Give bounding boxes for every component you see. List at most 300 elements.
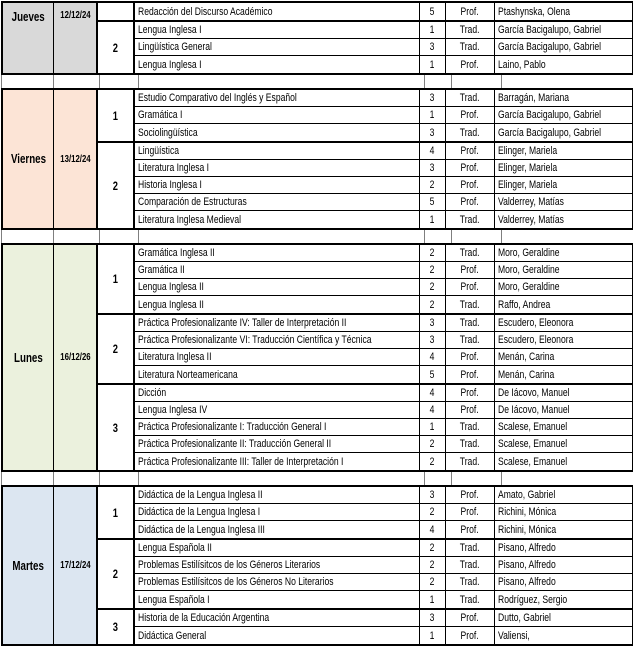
type-text: Trad. [460,126,480,139]
schedule-row [135,3,633,20]
cell-type[interactable] [446,194,495,210]
year-text: 3 [430,126,435,139]
cell-teacher[interactable] [495,610,633,626]
teacher-text: Rodríguez, Sergio [498,593,568,606]
group-number: 2 [112,342,119,356]
cell-year[interactable] [420,279,446,295]
grid-cell [452,230,502,243]
cell-type[interactable] [446,419,495,435]
type-text: Prof. [460,404,480,416]
year-text: 3 [430,317,435,329]
subject-text: Literatura Inglesa II [138,351,212,363]
teacher-text: Dutto, Gabriel [498,612,551,624]
teacher-text: García Bacigalupo, Gabriel [498,126,602,139]
subject-text: Lengua Española II [138,542,212,554]
teacher-text: Amato, Gabriel [498,489,556,501]
cell-teacher[interactable] [495,124,633,141]
date-cell[interactable] [54,487,98,644]
cell-type[interactable] [446,591,495,608]
cell-type[interactable] [446,296,495,313]
cell-type[interactable] [446,436,495,452]
grid-cell [139,230,425,243]
day-cell[interactable] [3,3,54,73]
cell-subject[interactable] [135,349,420,365]
cell-type[interactable] [446,56,495,73]
schedule-row [135,211,633,228]
date-cell[interactable] [54,90,98,228]
cell-teacher[interactable] [495,627,633,644]
group-section [98,143,633,228]
day-cell[interactable] [3,487,54,644]
teacher-text: Pisano, Alfredo [498,542,556,554]
schedule-row [135,366,633,383]
cell-type[interactable] [446,487,495,503]
type-text: Prof. [460,264,480,276]
date-cell[interactable] [54,3,98,73]
teacher-text: Moro, Geraldine [498,247,560,259]
cell-year[interactable] [420,453,446,470]
type-text: Trad. [460,542,480,554]
cell-year[interactable] [420,627,446,644]
group-number-cell[interactable] [98,540,135,608]
date-cell[interactable] [54,245,98,470]
cell-teacher[interactable] [495,245,633,261]
cell-teacher[interactable] [495,574,633,590]
teacher-text: Laino, Pablo [498,58,546,71]
cell-year[interactable] [420,211,446,228]
cell-year[interactable] [420,521,446,538]
year-text: 5 [430,5,435,18]
cell-type[interactable] [446,574,495,590]
subject-text: Didáctica General [138,629,207,642]
cell-year[interactable] [420,366,446,383]
cell-type[interactable] [446,504,495,520]
year-text: 1 [430,58,435,71]
year-text: 4 [430,523,435,536]
type-text: Trad. [460,41,480,53]
subject-text: Lengua Inglesa II [138,281,204,293]
teacher-text: Elinger, Mariela [498,145,558,157]
cell-type[interactable] [446,39,495,55]
teacher-text: Elinger, Mariela [498,179,558,191]
grid-cell [54,230,100,243]
separator-row [1,230,633,243]
grid-cell [502,75,633,88]
schedule-row [135,591,633,608]
cell-teacher[interactable] [495,540,633,556]
cell-teacher[interactable] [495,366,633,383]
schedule-row [135,262,633,279]
year-text: 2 [430,576,435,588]
cell-teacher[interactable] [495,419,633,435]
schedule-row [135,296,633,313]
schedule-row [135,160,633,177]
cell-teacher[interactable] [495,521,633,538]
cell-year[interactable] [420,22,446,38]
cell-teacher[interactable] [495,177,633,193]
group-rows [135,143,633,228]
year-text: 3 [430,41,435,53]
cell-year[interactable] [420,385,446,401]
cell-teacher[interactable] [495,504,633,520]
cell-teacher[interactable] [495,349,633,365]
group-rows [135,3,633,20]
subject-text: Lingüística General [138,41,212,53]
group-section [98,385,633,470]
subject-text: Comparación de Estructuras [138,196,247,208]
cell-teacher[interactable] [495,143,633,159]
teacher-text: Valiensi, [498,629,530,642]
year-text: 2 [430,542,435,554]
cell-year[interactable] [420,177,446,193]
subject-text: Didáctica de la Lengua Inglesa III [138,523,265,536]
cell-type[interactable] [446,22,495,38]
cell-type[interactable] [446,540,495,556]
cell-teacher[interactable] [495,39,633,55]
cell-year[interactable] [420,160,446,176]
year-text: 2 [430,281,435,293]
cell-teacher[interactable] [495,332,633,348]
groups-column [98,90,633,228]
teacher-text: Elinger, Mariela [498,162,558,174]
group-rows [135,540,633,608]
cell-type[interactable] [446,349,495,365]
year-text: 2 [430,455,435,468]
cell-teacher[interactable] [495,56,633,73]
teacher-text: Moro, Geraldine [498,281,560,293]
subject-text: Lengua Inglesa II [138,298,204,311]
subject-text: Literatura Inglesa Medieval [138,213,242,226]
group-number-cell[interactable] [98,90,135,141]
year-text: 4 [430,387,435,399]
cell-teacher[interactable] [495,262,633,278]
type-text: Trad. [460,593,480,606]
separator-row [1,75,633,88]
group-rows [135,245,633,313]
subject-text: Historia Inglesa I [138,179,202,191]
cell-subject[interactable] [135,22,420,38]
cell-teacher[interactable] [495,402,633,418]
cell-subject[interactable] [135,245,420,261]
teacher-text: García Bacigalupo, Gabriel [498,41,602,53]
year-text: 4 [430,145,435,157]
cell-year[interactable] [420,143,446,159]
grid-cell [2,472,54,485]
subject-text: Lengua Española I [138,593,210,606]
grid-cell [54,472,100,485]
cell-year[interactable] [420,574,446,590]
year-text: 2 [430,264,435,276]
teacher-text: Escudero, Eleonora [498,317,574,329]
schedule-row [135,194,633,211]
type-text: Prof. [460,145,480,157]
day-block-viernes [1,88,633,230]
cell-type[interactable] [446,245,495,261]
cell-subject[interactable] [135,487,420,503]
day-cell[interactable] [3,245,54,470]
type-text: Trad. [460,421,480,433]
cell-type[interactable] [446,385,495,401]
cell-teacher[interactable] [495,296,633,313]
schedule-row [135,39,633,56]
cell-subject[interactable] [135,402,420,418]
year-text: 1 [430,593,435,606]
cell-year[interactable] [420,487,446,503]
subject-text: Lengua Inglesa I [138,24,202,36]
teacher-text: Scalese, Emanuel [498,438,568,450]
cell-year[interactable] [420,540,446,556]
cell-subject[interactable] [135,262,420,278]
cell-subject[interactable] [135,279,420,295]
group-number-cell[interactable] [98,245,135,313]
cell-year[interactable] [420,610,446,626]
type-text: Prof. [460,162,480,174]
cell-subject[interactable] [135,39,420,55]
cell-teacher[interactable] [495,194,633,210]
cell-subject[interactable] [135,332,420,348]
subject-text: Didáctica de la Lengua Inglesa II [138,489,263,501]
cell-subject[interactable] [135,385,420,401]
year-text: 2 [430,179,435,191]
cell-year[interactable] [420,262,446,278]
cell-teacher[interactable] [495,315,633,331]
grid-cell [54,75,100,88]
year-text: 2 [430,506,435,518]
subject-text: Lingüística [138,145,180,157]
cell-teacher[interactable] [495,453,633,470]
teacher-text: Moro, Geraldine [498,264,560,276]
cell-type[interactable] [446,557,495,573]
schedule-row [135,56,633,73]
cell-type[interactable] [446,453,495,470]
day-cell[interactable] [3,90,54,228]
teacher-text: García Bacigalupo, Gabriel [498,109,602,121]
cell-subject[interactable] [135,211,420,228]
group-section [98,3,633,22]
schedule-row [135,574,633,591]
type-text: Prof. [460,351,480,363]
cell-type[interactable] [446,177,495,193]
cell-type[interactable] [446,160,495,176]
cell-year[interactable] [420,245,446,261]
cell-subject[interactable] [135,56,420,73]
cell-year[interactable] [420,194,446,210]
cell-teacher[interactable] [495,557,633,573]
teacher-text: Scalese, Emanuel [498,455,568,468]
type-text: Prof. [460,5,480,18]
cell-type[interactable] [446,107,495,123]
teacher-text: Escudero, Eleonora [498,334,574,346]
cell-type[interactable] [446,610,495,626]
cell-subject[interactable] [135,610,420,626]
cell-type[interactable] [446,332,495,348]
cell-year[interactable] [420,90,446,106]
type-text: Trad. [460,438,480,450]
cell-subject[interactable] [135,521,420,538]
cell-teacher[interactable] [495,3,633,20]
cell-year[interactable] [420,124,446,141]
subject-text: Práctica Profesionalizante IV: Taller de Interpretación II [138,317,347,329]
subject-text: Redacción del Discurso Académico [138,5,273,18]
cell-type[interactable] [446,627,495,644]
cell-teacher[interactable] [495,211,633,228]
grid-cell [2,75,54,88]
cell-year[interactable] [420,56,446,73]
date-label: 12/12/24 [59,10,91,21]
cell-type[interactable] [446,315,495,331]
cell-type[interactable] [446,143,495,159]
grid-cell [425,75,452,88]
grid-cell [502,230,633,243]
cell-subject[interactable] [135,107,420,123]
cell-year[interactable] [420,402,446,418]
group-number-cell[interactable] [98,22,135,73]
teacher-text: Pisano, Alfredo [498,559,556,571]
cell-subject[interactable] [135,194,420,210]
cell-teacher[interactable] [495,279,633,295]
cell-teacher[interactable] [495,107,633,123]
teacher-text: Ptashynska, Olena [498,5,571,18]
cell-type[interactable] [446,262,495,278]
groups-column [98,487,633,644]
schedule-row [135,521,633,538]
grid-cell [100,230,139,243]
schedule-row [135,332,633,349]
cell-year[interactable] [420,419,446,435]
type-text: Trad. [460,455,480,468]
cell-subject[interactable] [135,177,420,193]
cell-type[interactable] [446,211,495,228]
schedule-row [135,22,633,39]
cell-subject[interactable] [135,90,420,106]
cell-year[interactable] [420,315,446,331]
teacher-text: Barragán, Mariana [498,92,570,104]
cell-type[interactable] [446,90,495,106]
cell-year[interactable] [420,296,446,313]
year-text: 1 [430,421,435,433]
group-number-cell[interactable] [98,487,135,538]
schedule-row [135,107,633,124]
cell-subject[interactable] [135,627,420,644]
cell-subject[interactable] [135,366,420,383]
cell-type[interactable] [446,402,495,418]
teacher-text: Pisano, Alfredo [498,576,556,588]
cell-subject[interactable] [135,143,420,159]
cell-subject[interactable] [135,557,420,573]
cell-year[interactable] [420,349,446,365]
cell-subject[interactable] [135,3,420,20]
schedule-row [135,540,633,557]
cell-subject[interactable] [135,296,420,313]
cell-year[interactable] [420,107,446,123]
grid-cell [100,472,139,485]
day-label: Martes [12,558,44,573]
cell-year[interactable] [420,39,446,55]
subject-text: Práctica Profesionalizante II: Traducción General II [138,438,332,450]
subject-text: Problemas Estilísitcos de los Géneros Literarios [138,559,321,571]
cell-subject[interactable] [135,504,420,520]
schedule-row [135,627,633,644]
grid-cell [100,75,139,88]
cell-teacher[interactable] [495,22,633,38]
cell-subject[interactable] [135,160,420,176]
group-rows [135,315,633,383]
type-text: Trad. [460,24,480,36]
teacher-text: De Iácovo, Manuel [498,387,570,399]
day-label: Viernes [10,152,46,166]
cell-subject[interactable] [135,436,420,452]
subject-text: Didáctica de la Lengua Inglesa I [138,506,261,518]
cell-subject[interactable] [135,591,420,608]
cell-type[interactable] [446,279,495,295]
cell-subject[interactable] [135,574,420,590]
cell-type[interactable] [446,124,495,141]
cell-type[interactable] [446,521,495,538]
year-text: 4 [430,404,435,416]
cell-teacher[interactable] [495,487,633,503]
cell-teacher[interactable] [495,436,633,452]
subject-text: Lengua Inglesa I [138,58,202,71]
cell-teacher[interactable] [495,90,633,106]
cell-subject[interactable] [135,540,420,556]
group-number: 3 [112,420,119,435]
schedule-row [135,436,633,453]
cell-year[interactable] [420,591,446,608]
group-number-cell[interactable] [98,143,135,228]
cell-subject[interactable] [135,453,420,470]
group-number: 1 [112,272,119,286]
year-text: 3 [430,162,435,174]
cell-teacher[interactable] [495,160,633,176]
groups-column [98,3,633,73]
grid-cell [452,75,502,88]
group-number-cell[interactable] [98,315,135,383]
year-text: 2 [430,247,435,259]
day-block-lunes [1,243,633,472]
cell-year[interactable] [420,504,446,520]
subject-text: Lengua Inglesa IV [138,404,208,416]
cell-type[interactable] [446,3,495,20]
cell-teacher[interactable] [495,591,633,608]
group-number-cell[interactable] [98,3,135,20]
type-text: Trad. [460,334,480,346]
cell-subject[interactable] [135,419,420,435]
group-section [98,487,633,540]
cell-teacher[interactable] [495,385,633,401]
group-number-cell[interactable] [98,385,135,470]
cell-year[interactable] [420,436,446,452]
cell-year[interactable] [420,332,446,348]
cell-subject[interactable] [135,315,420,331]
schedule-row [135,487,633,504]
type-text: Prof. [460,629,480,642]
subject-text: Sociolingüística [138,126,198,139]
subject-text: Práctica Profesionalizante III: Taller de Interpretación I [138,455,344,468]
schedule-row [135,279,633,296]
group-number-cell[interactable] [98,610,135,644]
type-text: Trad. [460,298,480,311]
cell-subject[interactable] [135,124,420,141]
cell-year[interactable] [420,3,446,20]
cell-type[interactable] [446,366,495,383]
separator-row [1,472,633,485]
group-rows [135,90,633,141]
type-text: Prof. [460,109,480,121]
teacher-text: De Iácovo, Manuel [498,404,570,416]
teacher-text: Valderrey, Matías [498,213,564,226]
cell-year[interactable] [420,557,446,573]
year-text: 5 [430,196,435,208]
